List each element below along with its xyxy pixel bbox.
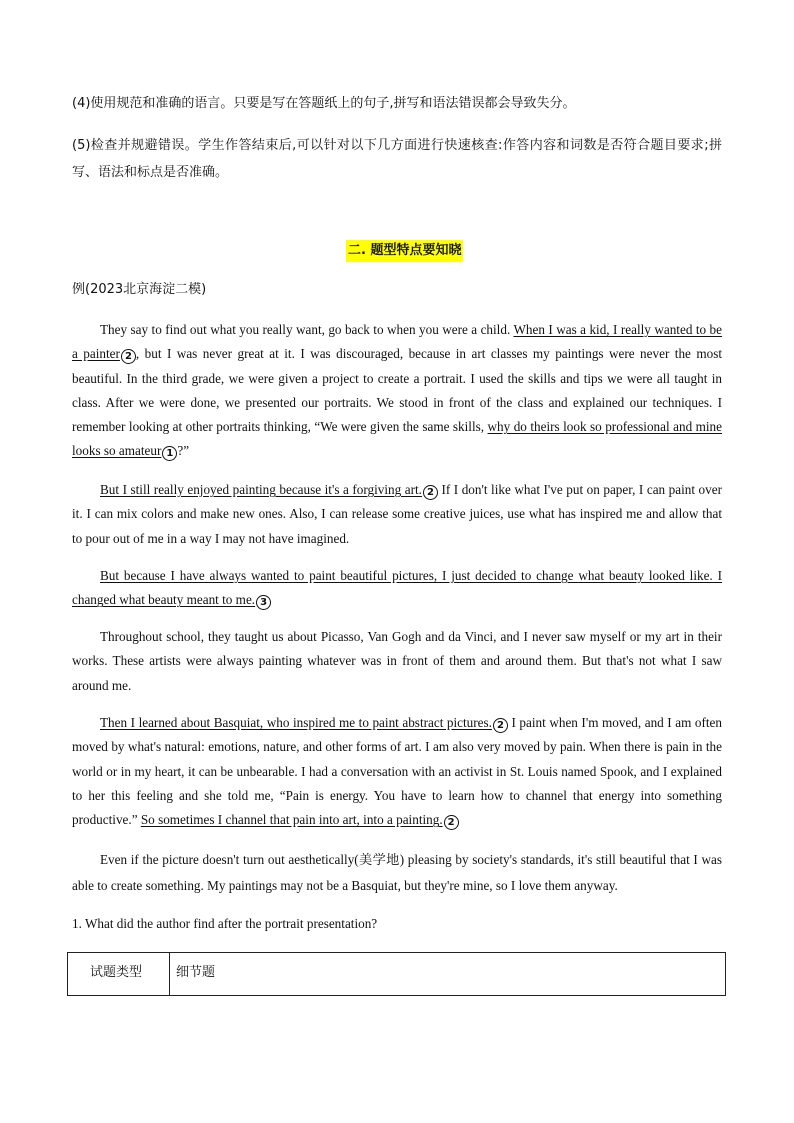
table-label-cell: [68, 953, 170, 995]
table-label: 试题类型: [90, 965, 143, 980]
underlined-sentence: But because I have always wanted to paint beautiful pictures, I just decided to change what beauty looked like. I changed what beauty meant to me.: [72, 568, 722, 608]
tip-5: (5)检查并规避错误。学生作答结束后,可以针对以下几方面进行快速核查:作答内容和词数是否符合题目要求;拼写、语法和标点是否准确。: [72, 138, 722, 180]
circled-marker-2: 2: [121, 349, 136, 364]
underlined-sentence: So sometimes I channel that pain into art, into a painting.: [140, 812, 443, 828]
circled-marker-1: 1: [162, 446, 177, 461]
passage-paragraph-4: Throughout school, they taught us about Picasso, Van Gogh and da Vinci, and I never saw myself or my art in their works. These artists were always painting whatever was in front of them and around them. But that's not what I saw around me.: [72, 629, 722, 693]
passage-text: If I don't like what I've put on paper, I can paint over it. I can mix colors and make new ones. Also, I can release some creative juices, use what has inspired me and allow that to pour out of me in a way I may not have imagined.: [72, 482, 722, 546]
passage-paragraph-1: [72, 318, 722, 464]
passage-text: I paint when I'm moved, and I am often moved by what's natural: emotions, nature, and other forms of art. I am also very moved by pain. When there is pain in the world or in my heart, it can be unbearable. I had a conversation with an activist in St. Louis named Spook, and I explained to her this feeling and she told me, “Pain is energy. You have to learn how to channel that energy into something productive.”: [72, 715, 722, 828]
passage-text: , but I was never great at it. I was discouraged, because in art classes my paintings were never the most beautiful. In the third grade, we were given a project to create a portrait. I used the skills and tips we were all taught in class. After we were done, we presented our portraits. We stood in front of the class and explained our techniques. I remember looking at other portraits thinking, “We were given the same skills,: [72, 346, 722, 435]
table-value: 细节题: [176, 965, 216, 980]
question: 1. What did the author find after the portrait presentation?: [72, 916, 378, 931]
passage-paragraph-3: [72, 564, 722, 613]
passage-text: They say to find out what you really want, go back to when you were a child.: [100, 322, 511, 337]
underlined-sentence: why do theirs look so professional and mine looks so amateur: [72, 419, 723, 459]
circled-marker-2: 2: [444, 815, 459, 830]
section-title: 二. 题型特点要知晓: [346, 240, 463, 262]
circled-marker-2: 2: [423, 485, 438, 500]
passage-paragraph-2: [72, 478, 722, 551]
question-type-table: [67, 952, 726, 996]
circled-marker-3: 3: [256, 595, 271, 610]
circled-marker-2: 2: [493, 718, 508, 733]
passage-paragraph-5: [72, 711, 722, 832]
underlined-sentence: Then I learned about Basquiat, who inspired me to paint abstract pictures.: [100, 715, 492, 730]
tip-4: (4)使用规范和准确的语言。只要是写在答题纸上的句子,拼写和语法错误都会导致失分。: [72, 96, 576, 111]
underlined-sentence: When I was a kid, I really wanted to be a painter: [72, 322, 722, 362]
passage-text: ?”: [177, 443, 190, 459]
example-source: 例(2023北京海淀二模): [72, 282, 207, 297]
passage-paragraph-6: Even if the picture doesn't turn out aesthetically(美学地) pleasing by society's standards, it's still beautiful that I was able to create something. My paintings may not be a Basquiat, but they're mine, so I love them anyway.: [72, 852, 722, 893]
underlined-sentence: But I still really enjoyed painting because it's a forgiving art.: [100, 482, 422, 497]
